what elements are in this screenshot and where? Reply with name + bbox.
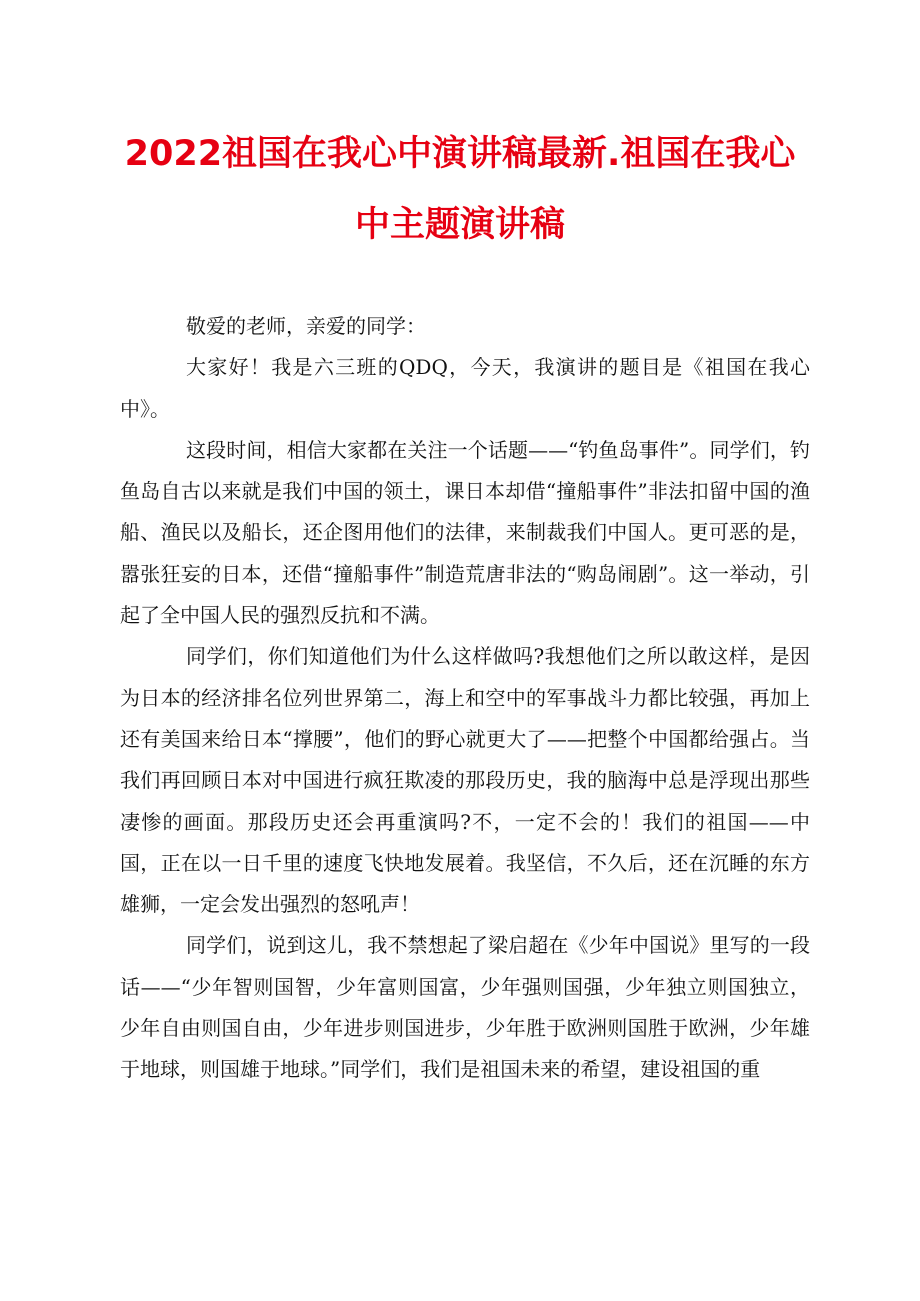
- body-paragraph: 这段时间，相信大家都在关注一个话题——“钓鱼岛事件”。同学们，钓鱼岛自古以来就是我们中国的领土，课日本却借“撞船事件”非法扣留中国的渔船、渔民以及船长，还企图用他们的法律，来制裁我们中国人。更可恶的是，嚣张狂妄的日本，还借“撞船事件”制造荒唐非法的“购岛闹剧”。这一举动，引起了全中国人民的强烈反抗和不满。: [120, 437, 810, 628]
- body-paragraph: 同学们，说到这儿，我不禁想起了梁启超在《少年中国说》里写的一段话——“少年智则国智，少年富则国富，少年强则国强，少年独立则国独立，少年自由则国自由，少年进步则国进步，少年胜于欧洲则国胜于欧洲，少年雄于地球，则国雄于地球。”同学们，我们是祖国未来的希望，建设祖国的重: [120, 933, 810, 1082]
- salutation-paragraph: 敬爱的老师，亲爱的同学：: [186, 314, 426, 338]
- body-paragraph: 同学们，你们知道他们为什么这样做吗?我想他们之所以敢这样，是因为日本的经济排名位列世界第二，海上和空中的军事战斗力都比较强，再加上还有美国来给日本“撑腰”，他们的野心就更大了——把整个中国都给强占。当我们再回顾日本对中国进行疯狂欺凌的那段历史，我的脑海中总是浮现出那些凄惨的画面。那段历史还会再重演吗?不，一定不会的！我们的祖国——中国，正在以一日千里的速度飞快地发展着。我坚信，不久后，还在沉睡的东方雄狮，一定会发出强烈的怒吼声！: [120, 644, 810, 917]
- document-body: [120, 306, 810, 1091]
- greeting-paragraph: 大家好！我是六三班的QDQ，今天，我演讲的题目是《祖国在我心中》。: [120, 355, 810, 421]
- document-title-line-1: 2022祖国在我心中演讲稿最新.祖国在我心: [124, 134, 796, 174]
- document-title-line-2: 中主题演讲稿: [354, 205, 565, 245]
